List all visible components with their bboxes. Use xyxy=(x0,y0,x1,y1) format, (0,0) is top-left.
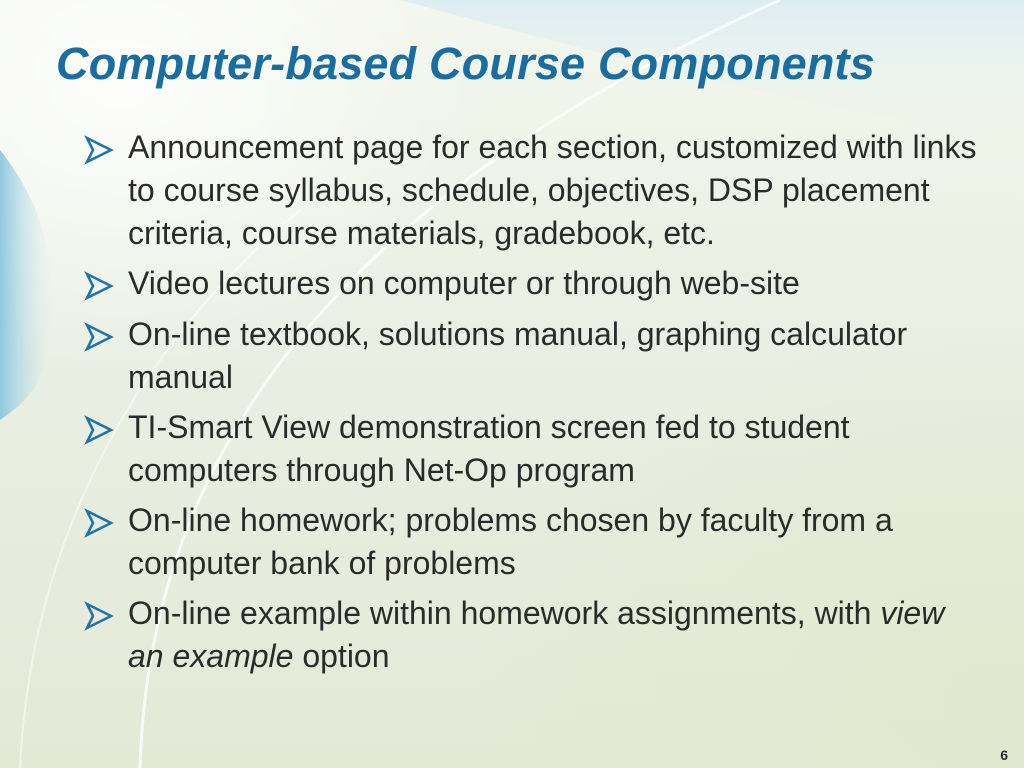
bullet-item xyxy=(84,126,984,255)
slide-title: Computer-based Course Components xyxy=(56,38,875,89)
arrowhead-bullet-icon xyxy=(84,499,128,543)
bullet-text: Video lectures on computer or through web-site xyxy=(128,265,800,301)
bullet-text: On-line homework; problems chosen by faculty from a computer bank of problems xyxy=(128,502,893,581)
arrowhead-bullet-icon xyxy=(84,262,128,306)
background-left-band xyxy=(0,150,53,420)
arrowhead-bullet-icon xyxy=(84,406,128,450)
page-number: 6 xyxy=(1000,747,1008,763)
arrowhead-bullet-icon xyxy=(84,126,128,170)
bullet-item xyxy=(84,499,984,585)
arrowhead-bullet-icon xyxy=(84,313,128,357)
bullet-item xyxy=(84,262,984,306)
arrowhead-bullet-icon xyxy=(84,592,128,636)
bullet-text xyxy=(128,592,978,678)
bullet-text-before: On-line example within homework assignments, with xyxy=(128,595,881,631)
bullet-text-after: option xyxy=(293,638,390,674)
bullet-list xyxy=(84,126,984,685)
bullet-text: TI-Smart View demonstration screen fed to student computers through Net-Op program xyxy=(128,409,850,488)
bullet-text: Announcement page for each section, customized with links to course syllabus, schedule, objectives, DSP placement criteria, course materials, gradebook, etc. xyxy=(128,129,977,251)
bullet-item xyxy=(84,406,984,492)
bullet-text-italic: view an example xyxy=(128,595,945,674)
bullet-item xyxy=(84,313,984,399)
bullet-item xyxy=(84,592,984,678)
bullet-text: On-line textbook, solutions manual, graphing calculator manual xyxy=(128,316,908,395)
